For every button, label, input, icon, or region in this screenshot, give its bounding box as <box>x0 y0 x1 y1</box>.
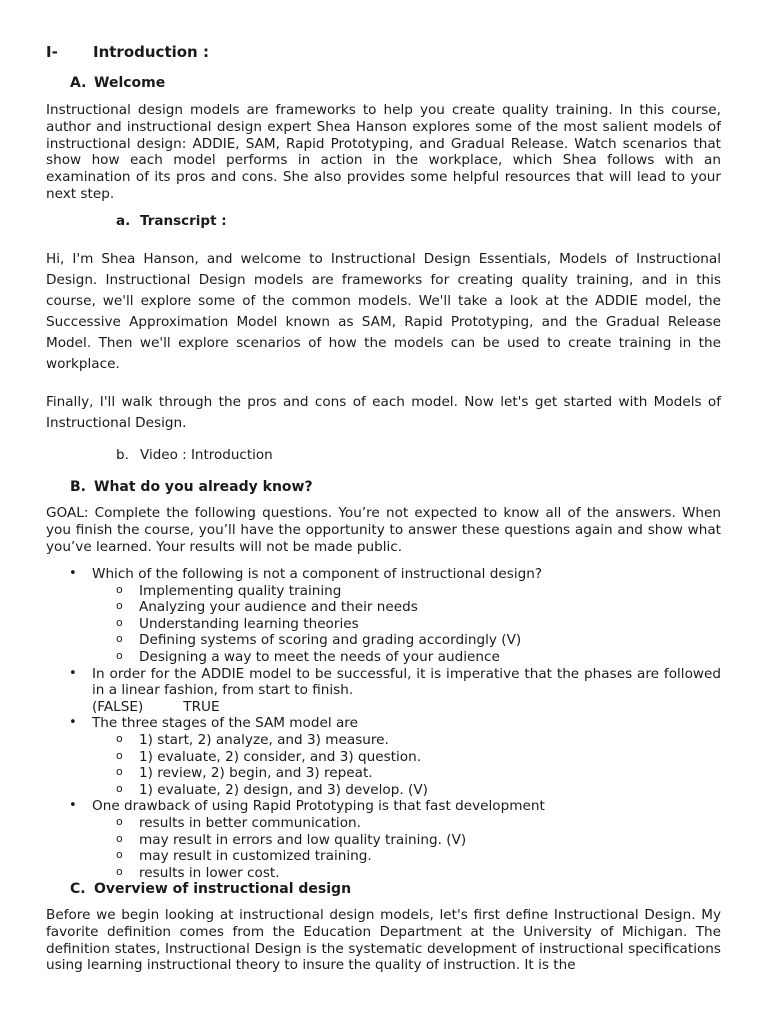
sub-bullet-icon: o <box>116 848 123 862</box>
option-text: Understanding learning theories <box>139 615 359 632</box>
answer-false[interactable]: (FALSE) <box>92 698 144 715</box>
overview-paragraph: Before we begin looking at instructional design models, let's first define Instructional Design. My favorite definition comes from the Education Department at the University of Michigan. The definition states, Instructional Design is the systematic development of instructional specifications using learning instructional theory to insure the quality of instruction. It is the <box>46 907 721 974</box>
sub-bullet-icon: o <box>116 632 123 646</box>
section-c-heading <box>70 881 351 897</box>
video-link[interactable]: Video : Introduction <box>140 447 273 463</box>
question-text: The three stages of the SAM model are <box>92 715 358 732</box>
transcript-paragraph-1: Hi, I'm Shea Hanson, and welcome to Instructional Design Essentials, Models of Instructional Design. Instructional Design models are frameworks for creating quality training, and in this course, we'll explore some of the common models. We'll take a look at the ADDIE model, the Successive Approximation Model known as SAM, Rapid Prototyping, and the Gradual Release Model. Then we'll explore scenarios of how the models can be used to create training in the workplace. <box>46 251 721 372</box>
options-list <box>92 583 721 666</box>
option-item[interactable] <box>92 765 721 782</box>
quiz-question-2 <box>66 666 721 716</box>
option-item[interactable] <box>92 632 721 649</box>
welcome-paragraph: Instructional design models are frameworks to help you create quality training. In this course, author and instructional design expert Shea Hanson explores some of the most salient models of instructional design: ADDIE, SAM, Rapid Prototyping, and Gradual Release. Watch scenarios that show how each model performs in action in the workplace, which Shea follows with an examination of its pros and cons. She also provides some helpful resources that will lead to your next step. <box>46 102 721 202</box>
transcript-label: a. <box>116 213 131 229</box>
options-list <box>92 815 721 881</box>
section-b-heading <box>70 479 313 495</box>
sub-bullet-icon: o <box>116 781 123 795</box>
goal-paragraph: GOAL: Complete the following questions. You’re not expected to know all of the answers. When you finish the course, you’ll have the opportunity to answer these questions again and show what you’ve learned. Your results will not be made public. <box>46 505 721 555</box>
option-text: 1) review, 2) begin, and 3) repeat. <box>139 765 373 782</box>
option-item[interactable] <box>92 832 721 849</box>
chapter-heading <box>46 43 209 61</box>
option-text: results in lower cost. <box>139 864 280 881</box>
true-false-answers <box>92 699 721 716</box>
option-item[interactable] <box>92 782 721 799</box>
chapter-title: Introduction : <box>93 43 209 61</box>
option-text: Defining systems of scoring and grading accordingly (V) <box>139 632 522 649</box>
chapter-number: I- <box>46 43 58 61</box>
options-list <box>92 732 721 798</box>
sub-bullet-icon: o <box>116 648 123 662</box>
option-item[interactable] <box>92 583 721 600</box>
quiz-question-1 <box>66 566 721 666</box>
option-text: results in better communication. <box>139 814 361 831</box>
sub-bullet-icon: o <box>116 615 123 629</box>
option-item[interactable] <box>92 616 721 633</box>
transcript-heading <box>116 213 227 229</box>
option-item[interactable] <box>92 848 721 865</box>
option-text: 1) evaluate, 2) design, and 3) develop. (V) <box>139 781 428 798</box>
sub-bullet-icon: o <box>116 831 123 845</box>
question-text: Which of the following is not a component of instructional design? <box>92 566 543 582</box>
option-text: Implementing quality training <box>139 582 342 599</box>
quiz-question-4 <box>66 798 721 881</box>
option-item[interactable] <box>92 732 721 749</box>
option-text: may result in errors and low quality training. (V) <box>139 831 467 848</box>
sub-bullet-icon: o <box>116 864 123 878</box>
section-b-title: What do you already know? <box>94 479 313 495</box>
sub-bullet-icon: o <box>116 765 123 779</box>
option-item[interactable] <box>92 649 721 666</box>
option-text: 1) evaluate, 2) consider, and 3) question. <box>139 748 422 765</box>
transcript-title: Transcript : <box>140 213 227 229</box>
sub-bullet-icon: o <box>116 599 123 613</box>
video-item[interactable] <box>116 447 273 463</box>
option-item[interactable] <box>92 815 721 832</box>
sub-bullet-icon: o <box>116 748 123 762</box>
video-label: b. <box>116 447 129 463</box>
section-b-label: B. <box>70 479 86 495</box>
section-a-title: Welcome <box>94 75 166 91</box>
answer-true[interactable]: TRUE <box>183 698 220 715</box>
sub-bullet-icon: o <box>116 582 123 596</box>
bullet-icon: • <box>69 715 77 731</box>
sub-bullet-icon: o <box>116 731 123 745</box>
question-text: One drawback of using Rapid Prototyping is that fast development <box>92 798 545 815</box>
option-text: Analyzing your audience and their needs <box>139 599 418 616</box>
section-a-label: A. <box>70 75 87 91</box>
option-item[interactable] <box>92 865 721 882</box>
bullet-icon: • <box>69 798 77 814</box>
question-text: In order for the ADDIE model to be successful, it is imperative that the phases are followed in a linear fashion, from start to finish. <box>92 665 721 699</box>
bullet-icon: • <box>69 566 77 581</box>
option-item[interactable] <box>92 599 721 616</box>
section-c-label: C. <box>70 881 86 897</box>
option-item[interactable] <box>92 749 721 766</box>
section-c-title: Overview of instructional design <box>94 881 352 897</box>
bullet-icon: • <box>69 665 77 681</box>
option-text: 1) start, 2) analyze, and 3) measure. <box>139 731 389 748</box>
section-a-heading <box>70 75 165 91</box>
quiz-question-3 <box>66 715 721 798</box>
sub-bullet-icon: o <box>116 814 123 828</box>
option-text: Designing a way to meet the needs of your audience <box>139 648 500 665</box>
transcript-paragraph-2: Finally, I'll walk through the pros and cons of each model. Now let's get started with Models of Instructional Design. <box>46 394 721 431</box>
option-text: may result in customized training. <box>139 848 372 865</box>
quiz-list <box>66 566 721 881</box>
